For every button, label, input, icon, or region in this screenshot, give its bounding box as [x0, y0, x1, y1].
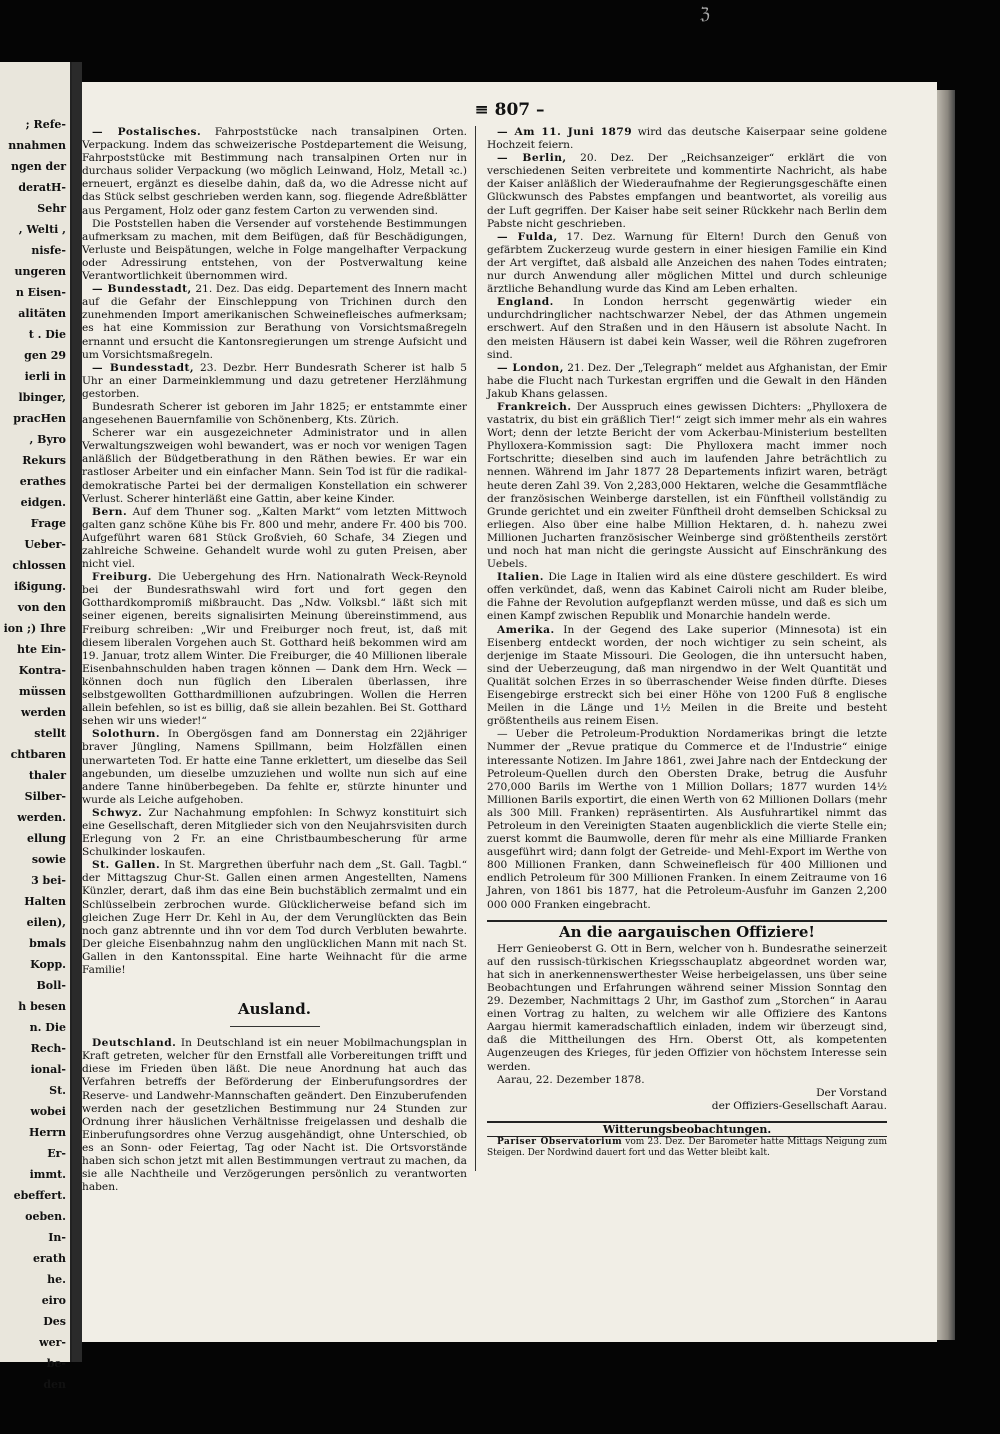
- page-number: ≡ 807 –: [474, 100, 545, 120]
- sliver-line: chtbaren: [10, 748, 66, 761]
- article-paragraph: [487, 362, 887, 401]
- sliver-line: von den: [17, 601, 66, 614]
- article-text: Herr Genieoberst G. Ott in Bern, welcher von h. Bundesrathe seinerzeit auf den russisch-türkischen Kriegsschauplatz abgeordnet worden war, hat sich in anerkennenswerthester Weise herbeigelassen, uns über seine Beobachtungen und Erfahrungen während seiner Mission Sonntag den 29. Dezember, Nachmittags 2 Uhr, im Gasthof zum „Storchen“ in Aarau einen Vortrag zu halten, zu welchem wir alle Offiziere des Kantons Aargau hiermit kameradschaftlich einladen, indem wir überzeugt sind, daß die Mittheilungen des Hrn. Oberst Ott, als kompetenten Augenzeugen des Krieges, für jeden Offizier von höchstem Interesse sein werden.: [487, 942, 887, 1073]
- book-edge: [937, 90, 955, 1340]
- sliver-line: n. Die: [29, 1021, 66, 1034]
- sliver-line: stellt: [34, 727, 66, 740]
- sliver-line: ebeffert.: [13, 1189, 66, 1202]
- article-dateline: Freiburg.: [92, 571, 152, 584]
- article-dateline: Italien.: [497, 571, 544, 584]
- sliver-line: Ueber-: [24, 538, 66, 551]
- column-rule: [475, 126, 476, 1171]
- sliver-line: Rekurs: [22, 454, 66, 467]
- article-paragraph: [487, 1074, 887, 1087]
- section-heading: Ausland.: [237, 1000, 312, 1019]
- article-text: Auf dem Thuner sog. „Kalten Markt“ vom letzten Mittwoch galten ganz schöne Kühe bis Fr. 800 und mehr, andere Fr. 400 bis 700. Aufgeführt waren 681 Stück Großvieh, 60 Schafe, 34 Ziegen und zahlreiche Schweine. Gehandelt wurde wohl zu guten Preisen, aber nicht viel.: [82, 505, 467, 571]
- article-paragraph: [82, 427, 467, 506]
- article-paragraph: [82, 1037, 467, 1194]
- article-dateline: — Berlin,: [497, 152, 567, 165]
- sliver-line: erathes: [19, 475, 66, 488]
- article-dateline: — Bundesstadt,: [92, 361, 195, 374]
- sliver-line: alitäten: [18, 307, 66, 320]
- sliver-line: nnahmen: [8, 139, 66, 152]
- article-paragraph: [487, 126, 887, 152]
- article-dateline: — London,: [497, 361, 564, 374]
- article-text: Fahrpoststücke nach transalpinen Orten. Verpackung. Indem das schweizerische Postdepartement die Weisung, Fahrpoststücke mit Bestimmung nach transalpinen Orten nur in durchaus solider Verpackung (wo möglich Leinwand, Holz, Metall ꝛc.) erneuert, ergänzt es dieselbe dahin, daß da, wo die Adresse nicht auf das Stück selbst geschrieben werden kann, sog. fliegende Adreßblätter aus Pergament, Holz oder ganz festem Carton zu verwenden sind.: [82, 126, 468, 217]
- article-text: 21. Dez. Das eidg. Departement des Innern macht auf die Gefahr der Einschleppung von Trichinen durch den zunehmenden Import amerikanischen Schweinefleisches aufmerksam; es hat eine Kommission zur Berathung von Vorsichtsmaßregeln ernannt und ersucht die Kantonsregierungen um strenge Aufsicht und um Vorsichtsmaßregeln.: [82, 283, 467, 361]
- sliver-line: immt.: [29, 1168, 66, 1181]
- previous-page-sliver: [0, 62, 72, 1391]
- article-text: In Deutschland ist ein neuer Mobilmachungsplan in Kraft getreten, welcher für den Ernstfall alle Vorbereitungen trifft und diese im Frieden üben läßt. Die neue Anordnung hat auch das Verfahren betreffs der Beförderung der Einberufungsordres der Reserve- und Landwehr-Mannschaften geändert. Den Einzuberufenden werden nach der gesetzlichen Bestimmung nur 24 Stunden zur Ordnung ihrer häuslichen Verhältnisse freigelassen und deshalb die Einberufungsordres ohne Verzug ausgehändigt, ohne Unterschied, ob es an Sonn- oder Feiertag, Tag oder Nacht ist. Die Ortsvorstände haben sich schon jetzt mit allen Bestimmungen vertraut zu machen, da sie alle Nachtheile und Verzögerungen persönlich zu verantworten haben.: [82, 1037, 467, 1194]
- article-paragraph: [487, 296, 887, 361]
- sliver-line: wobei: [30, 1105, 66, 1118]
- article-dateline: Deutschland.: [92, 1037, 177, 1050]
- sliver-line: Kontra-: [18, 664, 66, 677]
- sliver-line: sowie: [31, 853, 66, 866]
- sliver-line: In-: [48, 1231, 66, 1244]
- sliver-line: Des: [43, 1315, 66, 1328]
- article-text: Bundesrath Scherer ist geboren im Jahr 1825; er entstammte einer angesehenen Bauernfamilie von Schönenberg, Kts. Zürich.: [82, 400, 467, 427]
- article-paragraph: [487, 624, 887, 729]
- sliver-line: den: [43, 1378, 66, 1391]
- sliver-line: nisfe-: [31, 244, 66, 257]
- sliver-line: Halten: [24, 895, 66, 908]
- article-paragraph: [82, 362, 467, 401]
- article-text: 21. Dez. Der „Telegraph“ meldet aus Afghanistan, der Emir habe die Flucht nach Turkestan ergriffen und die Gewalt in den Händen Jakub Khans gelassen.: [487, 361, 887, 400]
- weather-heading: Witterungsbeobachtungen.: [487, 1121, 887, 1137]
- sliver-line: ion ;) Ihre: [3, 622, 66, 635]
- sliver-line: Sehr: [37, 202, 66, 215]
- sliver-line: hte Ein-: [16, 643, 66, 656]
- sliver-line: ungeren: [14, 265, 66, 278]
- article-paragraph: [487, 401, 887, 571]
- sliver-line: h besen: [18, 1000, 66, 1013]
- article-dateline: Amerika.: [497, 623, 555, 636]
- sliver-line: eilen),: [26, 916, 66, 929]
- sliver-line: oeben.: [25, 1210, 66, 1223]
- article-paragraph: [487, 728, 887, 911]
- sliver-line: ellung: [26, 832, 66, 845]
- sliver-line: Silber-: [24, 790, 66, 803]
- sliver-line: werden: [21, 706, 66, 719]
- left-column: [82, 126, 467, 1194]
- sliver-line: ional-: [30, 1063, 66, 1076]
- sliver-line: gen 29: [24, 349, 66, 362]
- corner-pencil-mark: ℨ: [700, 4, 710, 23]
- sliver-line: wer-: [39, 1336, 66, 1349]
- article-text: Die Uebergehung des Hrn. Nationalrath Weck-Reynold bei der Bundesrathswahl wird fort und fort gegen den Gotthardkompromiß mißbraucht. Das „Ndw. Volksbl.“ läßt sich mit seiner eigenen, bereits signalisirten Meinung übereinstimmend, aus Freiburg schreiben: „Wir und Freiburger noch freut, ist, daß mit diesem liberalen Vorgehen auch St. Gotthard heiß bekommen wird am 19. Januar, trotz allem Winter. Die Freiburger, die 40 Millionen liberale Eisenbahnschulden haben tragen können — Dank dem Hrn. Weck — können doch nun füglich den Liberalen überlassen, ihre selbstgewollten Gotthardmillionen aufzubringen. Wollen die Herren allein befehlen, so ist es billig, daß sie allein bezahlen. Bei St. Gotthard sehen wir uns wieder!“: [82, 571, 467, 728]
- sliver-line: bmals: [29, 937, 66, 950]
- sliver-line: eiro: [41, 1294, 66, 1307]
- article-text: Die Lage in Italien wird als eine düstere geschildert. Es wird offen verkündet, daß, wenn das Kabinet Cairoli nicht am Ruder bleibe, die Fahne der Revolution aufgepflanzt werden müsse, und daß es sich um einen Kampf zwischen Republik und Monarchie handeln werde.: [487, 571, 887, 623]
- article-text: Aarau, 22. Dezember 1878.: [497, 1073, 645, 1086]
- sliver-line: he.: [47, 1273, 66, 1286]
- sliver-line: müssen: [18, 685, 66, 698]
- article-dateline: Frankreich.: [497, 400, 572, 413]
- sliver-line: ißigung.: [14, 580, 66, 593]
- article-paragraph: [82, 218, 467, 283]
- article-text: — Ueber die Petroleum-Produktion Nordamerikas bringt die letzte Nummer der „Revue pratique du Commerce et de l'Industrie“ einige interessante Notizen. Im Jahre 1861, zwei Jahre nach der Entdeckung der Petroleum-Quellen durch den Obersten Drake, betrug die Ausfuhr 270,000 Barils im Werthe von 1 Million Dollars; 1877 wurden 14½ Millionen Barils exportirt, die einen Werth von 62 Millionen Dollars (mehr als 300 Mill. Franken) repräsentirten. Als Ausfuhrartikel nimmt das Petroleum in den Vereinigten Staaten augenblicklich die vierte Stelle ein; zuerst kommt die Baumwolle, deren für mehr als eine Milliarde Franken ausgeführt wird; dann folgt der Getreide- und Mehl-Export im Werthe von 800 Millionen Franken, dann Schweinefleisch für 400 Millionen und endlich Petroleum für 300 Millionen Franken. In einem Zeitraume von 16 Jahren, von 1861 bis 1877, hat die Petroleum-Ausfuhr im Ganzen 2,200 000 000 Franken eingebracht.: [487, 728, 887, 911]
- sliver-line: pracHen: [13, 412, 66, 425]
- sliver-line: Rech-: [30, 1042, 66, 1055]
- article-text: In Obergösgen fand am Donnerstag ein 22jähriger braver Jüngling, Namens Spillmann, beim Holzfällen einen unerwarteten Tod. Er hatte eine Tanne erklettert, um dieselbe das Seil angebunden, um dieselbe umzuziehen und wollte nun sich auf eine andere Tanne hinüberbegeben. Da fehlte er, stürzte hinunter und wurde als Leiche aufgehoben.: [82, 728, 467, 806]
- sliver-line: , Byro: [29, 433, 66, 446]
- sliver-line: lbinger,: [18, 391, 66, 404]
- sliver-line: n Eisen-: [15, 286, 66, 299]
- article-text: In der Gegend des Lake superior (Minnesota) ist ein Eisenberg entdeckt worden, der noch wichtiger zu sein scheint, als derjenige im Staate Missouri. Die Geologen, die ihn untersucht haben, sind der Ueberzeugung, daß man nirgendwo in der Welt Quantität und Qualität solchen Erzes in so überraschender Weise finden dürfte. Dieses Eisengebirge erstreckt sich bei einer Höhe von 1200 Fuß 8 englische Meilen in die Länge und 1½ Meilen in die Breite und besteht größtentheils aus reinem Eisen.: [487, 623, 887, 728]
- sliver-line: Er-: [47, 1147, 66, 1160]
- sliver-line: Kopp.: [30, 958, 66, 971]
- article-dateline: — Fulda,: [497, 230, 558, 243]
- article-dateline: St. Gallen.: [92, 859, 161, 872]
- article-dateline: Bern.: [92, 505, 128, 518]
- article-dateline: — Postalisches.: [92, 126, 202, 138]
- article-dateline: — Am 11. Juni 1879: [497, 126, 633, 138]
- sliver-line: ierli in: [24, 370, 66, 383]
- sliver-line: 3 bei-: [31, 874, 66, 887]
- sliver-line: deratH-: [18, 181, 66, 194]
- article-text: Die Poststellen haben die Versender auf vorstehende Bestimmungen aufmerksam zu machen, mit dem Beifügen, daß für Beschädigungen, Verluste und Beispätungen, welche in Folge mangelhafter Verpackung oder Adressirung entstehen, von der Postverwaltung keine Verantwortlichkeit übernommen wird.: [82, 217, 467, 283]
- article-paragraph: [82, 728, 467, 807]
- article-paragraph: [487, 231, 887, 296]
- article-paragraph: [82, 401, 467, 427]
- right-column: [487, 126, 887, 1159]
- article-paragraph: [82, 506, 467, 571]
- article-text: 20. Dez. Der „Reichsanzeiger“ erklärt die von verschiedenen Seiten verbreitete und kommentirte Nachricht, als habe der Kaiser anläßlich der Wiederaufnahme der Regierungsgeschäfte einen Glückwunsch des Pabstes empfangen und beantwortet, als voreilig aus der Luft gegriffen. Der Kaiser habe seit seiner Rückkehr nach Berlin dem Pabste nicht geschrieben.: [487, 152, 888, 230]
- article-text: 23. Dezbr. Herr Bundesrath Scherer ist halb 5 Uhr an einer Darmeinklemmung und dazu getretener Herzlähmung gestorben.: [82, 361, 467, 400]
- article-text: Zur Nachahmung empfohlen: In Schwyz konstituirt sich eine Gesellschaft, deren Mitglieder sich von den Neujahrsvisiten durch Erlegung von 2 Fr. an eine Christbaumbescherung für arme Schulkinder loskaufen.: [82, 806, 467, 859]
- article-dateline: Solothurn.: [92, 728, 161, 741]
- weather-report: [487, 1137, 887, 1159]
- article-dateline: England.: [497, 296, 554, 309]
- binding-gutter: [72, 62, 82, 1362]
- sliver-line: ; Refe-: [25, 118, 66, 131]
- section-rule: [230, 1026, 320, 1027]
- article-paragraph: [487, 571, 887, 623]
- sliver-line: werden.: [17, 811, 66, 824]
- sliver-line: Boll-: [36, 979, 66, 992]
- sliver-line: ngen der: [11, 160, 66, 173]
- notice-heading: An die aargauischen Offiziere!: [487, 920, 887, 939]
- article-text: wird das deutsche Kaiserpaar seine goldene Hochzeit feiern.: [487, 126, 887, 152]
- article-text: In St. Margrethen überfuhr nach dem „St. Gall. Tagbl.“ der Mittagszug Chur-St. Gallen einen armen Angestellten, Namens Künzler, derart, daß ihm das eine Bein buchstäblich zermalmt und ein Schlüsselbein zerbrochen wurde. Glücklicherweise befand sich im gleichen Zuge Herr Dr. Kehl in Au, der dem Verunglückten das Bein noch ganz abtrennte und ihn vor dem Tod durch Verbluten bewahrte. Der gleiche Eisenbahnzug nahm den unglücklichen Mann mit nach St. Gallen in den Kantonsspital. Eine harte Weihnacht für die arme Familie!: [82, 859, 468, 976]
- sliver-line: erath: [33, 1252, 66, 1265]
- article-dateline: Schwyz.: [92, 806, 143, 819]
- article-dateline: Pariser Observatorium: [497, 1137, 623, 1148]
- sliver-line: eidgen.: [20, 496, 66, 509]
- article-paragraph: [82, 807, 467, 859]
- article-paragraph: [487, 152, 887, 231]
- article-paragraph: [82, 571, 467, 728]
- article-dateline: — Bundesstadt,: [92, 283, 192, 296]
- newspaper-page: [82, 82, 937, 1342]
- article-text: vom 23. Dez. Der Barometer hatte Mittags Neigung zum Steigen. Der Nordwind dauert fort und das Wetter bleibt kalt.: [487, 1137, 887, 1159]
- article-text: Der Ausspruch eines gewissen Dichters: „Phylloxera de vastatrix, du bist ein gräßlich Tier!“ zeigt sich immer mehr als ein wahres Wort; denn der letzte Bericht der vom Ackerbau-Ministerium bestellten Phylloxera-Kommission sagt: Die Phylloxera macht immer noch Fortschritte; dieselben sind auch im laufenden Jahre beträchtlich zu nennen. Während im Jahr 1877 28 Departements infizirt waren, beträgt heute deren Zahl 39. Von 2,283,000 Hektaren, welche die Gesammtfläche der französischen Weinberge darstellen, ist ein Fünftheil vollständig zu Grunde gerichtet und ein zweiter Fünftheil droht demselben Schicksal zu erliegen. Also über eine halbe Million Hektaren, d. h. nahezu zwei Millionen Jucharten französischer Weinberge sind größtentheils zerstört und noch hat man nicht die geringste Aussicht auf Einschränkung des Uebels.: [487, 400, 887, 571]
- sliver-line: chlossen: [12, 559, 66, 572]
- signature-line: Der Vorstand: [816, 1086, 887, 1099]
- sliver-line: thaler: [28, 769, 66, 782]
- sliver-line: t . Die: [28, 328, 66, 341]
- sliver-line: Frage: [30, 517, 66, 530]
- article-paragraph: [82, 859, 467, 977]
- article-paragraph: [82, 126, 467, 218]
- article-text: In London herrscht gegenwärtig wieder ein undurchdringlicher nachtschwarzer Nebel, der das Athmen ungemein erschwert. Auf den Straßen und in den Häusern ist absolute Nacht. In den meisten Häusern ist dabei kein Wasser, weil die Röhren zugefroren sind.: [487, 296, 887, 361]
- article-paragraph: [82, 283, 467, 362]
- article-text: Scherer war ein ausgezeichneter Administrator und in allen Verwaltungszweigen wohl bewandert, was er noch vor wenigen Tagen anläßlich der Büdgetberathung in den Räthen bewies. Er war ein rastloser Arbeiter und ein einfacher Mann. Sein Tod ist für die radikal-demokratische Partei bei der dermaligen Konstellation ein schwerer Verlust. Scherer hinterläßt eine Gattin, aber keine Kinder.: [82, 427, 467, 505]
- sliver-line: be-: [46, 1357, 66, 1370]
- sliver-line: , Welti ,: [18, 223, 66, 236]
- sliver-line: St.: [49, 1084, 66, 1097]
- signature-line: der Offiziers-Gesellschaft Aarau.: [711, 1099, 887, 1112]
- article-paragraph: [487, 943, 887, 1074]
- article-text: 17. Dez. Warnung für Eltern! Durch den Genuß von gefärbtem Zuckerzeug wurde gestern in einer hiesigen Familie ein Kind der Art vergiftet, daß alsbald alle Anzeichen des nahen Todes eintraten; nur durch Anwendung aller möglichen Mittel und durch schleunige ärztliche Behandlung wurde das Kind am Leben erhalten.: [487, 230, 887, 296]
- sliver-line: Herrn: [29, 1126, 66, 1139]
